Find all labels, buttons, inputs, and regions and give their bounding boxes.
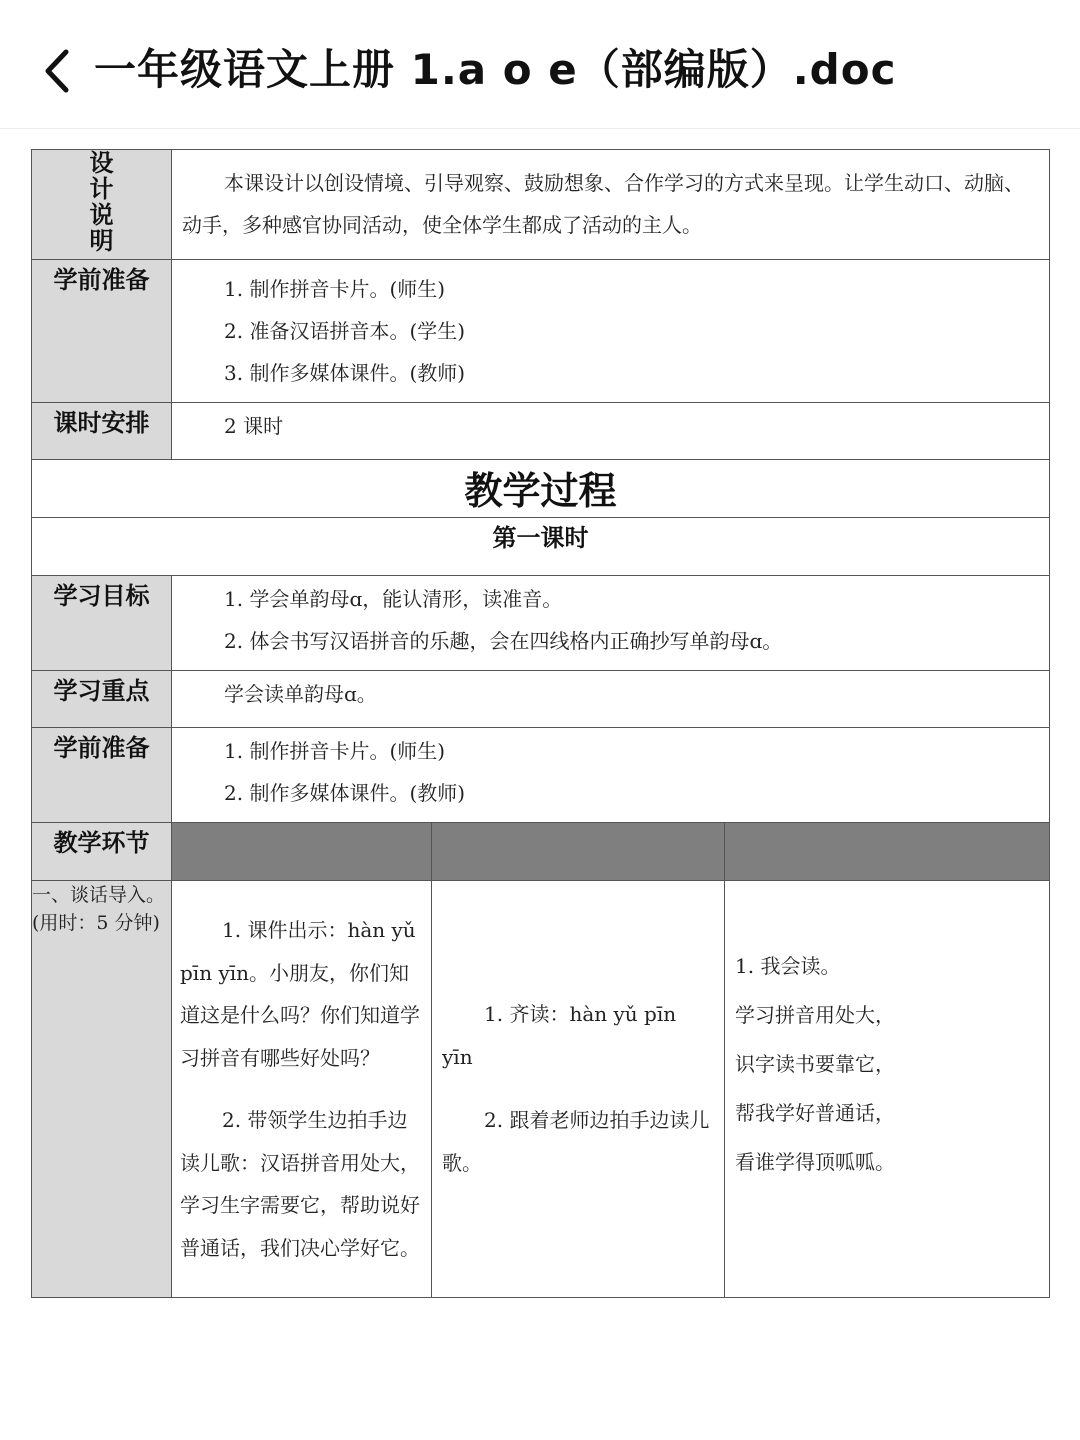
schedule-text: 2 课时 (224, 414, 284, 438)
schedule-row (32, 403, 1050, 460)
process-title: 教学过程 (32, 460, 1050, 518)
steps-header-cell (725, 823, 1050, 881)
document-title: 一年级语文上册 1.a o e（部编版）.doc (94, 45, 897, 94)
teacher-activity: 2. 带领学生边拍手边读儿歌：汉语拼音用处大，学习生字需要它，帮助说好普通话，我们决心学好它。 (180, 1108, 420, 1260)
note-line: 1. 我会读。 (735, 953, 841, 978)
steps-header-cell (172, 823, 432, 881)
design-row (32, 150, 1050, 260)
prep-label: 学前准备 (32, 260, 172, 403)
note-line: 帮我学好普通话， (735, 1100, 895, 1125)
goal-item: 1. 学会单韵母ɑ，能认清形，读准音。 (224, 587, 563, 611)
section1-row (32, 881, 1050, 1298)
steps-header-cell (432, 823, 725, 881)
prep-item: 2. 准备汉语拼音本。(学生) (224, 319, 466, 343)
section1-stage: 一、谈话导入。(用时：5 分钟) (32, 881, 172, 1298)
prep2-item: 1. 制作拼音卡片。(师生) (224, 739, 446, 763)
lesson-title: 第一课时 (32, 518, 1050, 576)
goals-row (32, 576, 1050, 671)
note-line: 看谁学得顶呱呱。 (735, 1149, 895, 1174)
student-activity: 2. 跟着老师边拍手边读儿歌。 (442, 1108, 710, 1175)
lesson-plan-table (31, 149, 1050, 1298)
student-activity: 1. 齐读：hàn yǔ pīn yīn (442, 1002, 677, 1069)
prep2-row (32, 728, 1050, 823)
teacher-activity: 1. 课件出示：hàn yǔ pīn yīn。小朋友，你们知道这是什么吗？你们知道学习拼音有哪些好处吗？ (180, 918, 420, 1070)
prep2-label: 学前准备 (32, 728, 172, 823)
schedule-label: 课时安排 (32, 403, 172, 460)
key-label: 学习重点 (32, 671, 172, 728)
prep-item: 1. 制作拼音卡片。(师生) (224, 277, 446, 301)
design-label: 设 计 说 明 (32, 150, 172, 260)
note-line: 学习拼音用处大， (735, 1002, 895, 1027)
key-row (32, 671, 1050, 728)
goal-item: 2. 体会书写汉语拼音的乐趣，会在四线格内正确抄写单韵母ɑ。 (224, 629, 783, 653)
process-title-row (32, 460, 1050, 518)
back-arrow-icon[interactable] (40, 46, 76, 96)
top-bar (0, 0, 1080, 129)
steps-header-row (32, 823, 1050, 881)
steps-label: 教学环节 (32, 823, 172, 881)
design-text: 本课设计以创设情境、引导观察、鼓励想象、合作学习的方式来呈现。让学生动口、动脑、动手，多种感官协同活动，使全体学生都成了活动的主人。 (182, 171, 1024, 237)
prep-item: 3. 制作多媒体课件。(教师) (224, 361, 466, 385)
lesson-title-row (32, 518, 1050, 576)
goals-label: 学习目标 (32, 576, 172, 671)
key-text: 学会读单韵母ɑ。 (224, 682, 377, 706)
prep2-item: 2. 制作多媒体课件。(教师) (224, 781, 466, 805)
prep-row (32, 260, 1050, 403)
note-line: 识字读书要靠它， (735, 1051, 895, 1076)
